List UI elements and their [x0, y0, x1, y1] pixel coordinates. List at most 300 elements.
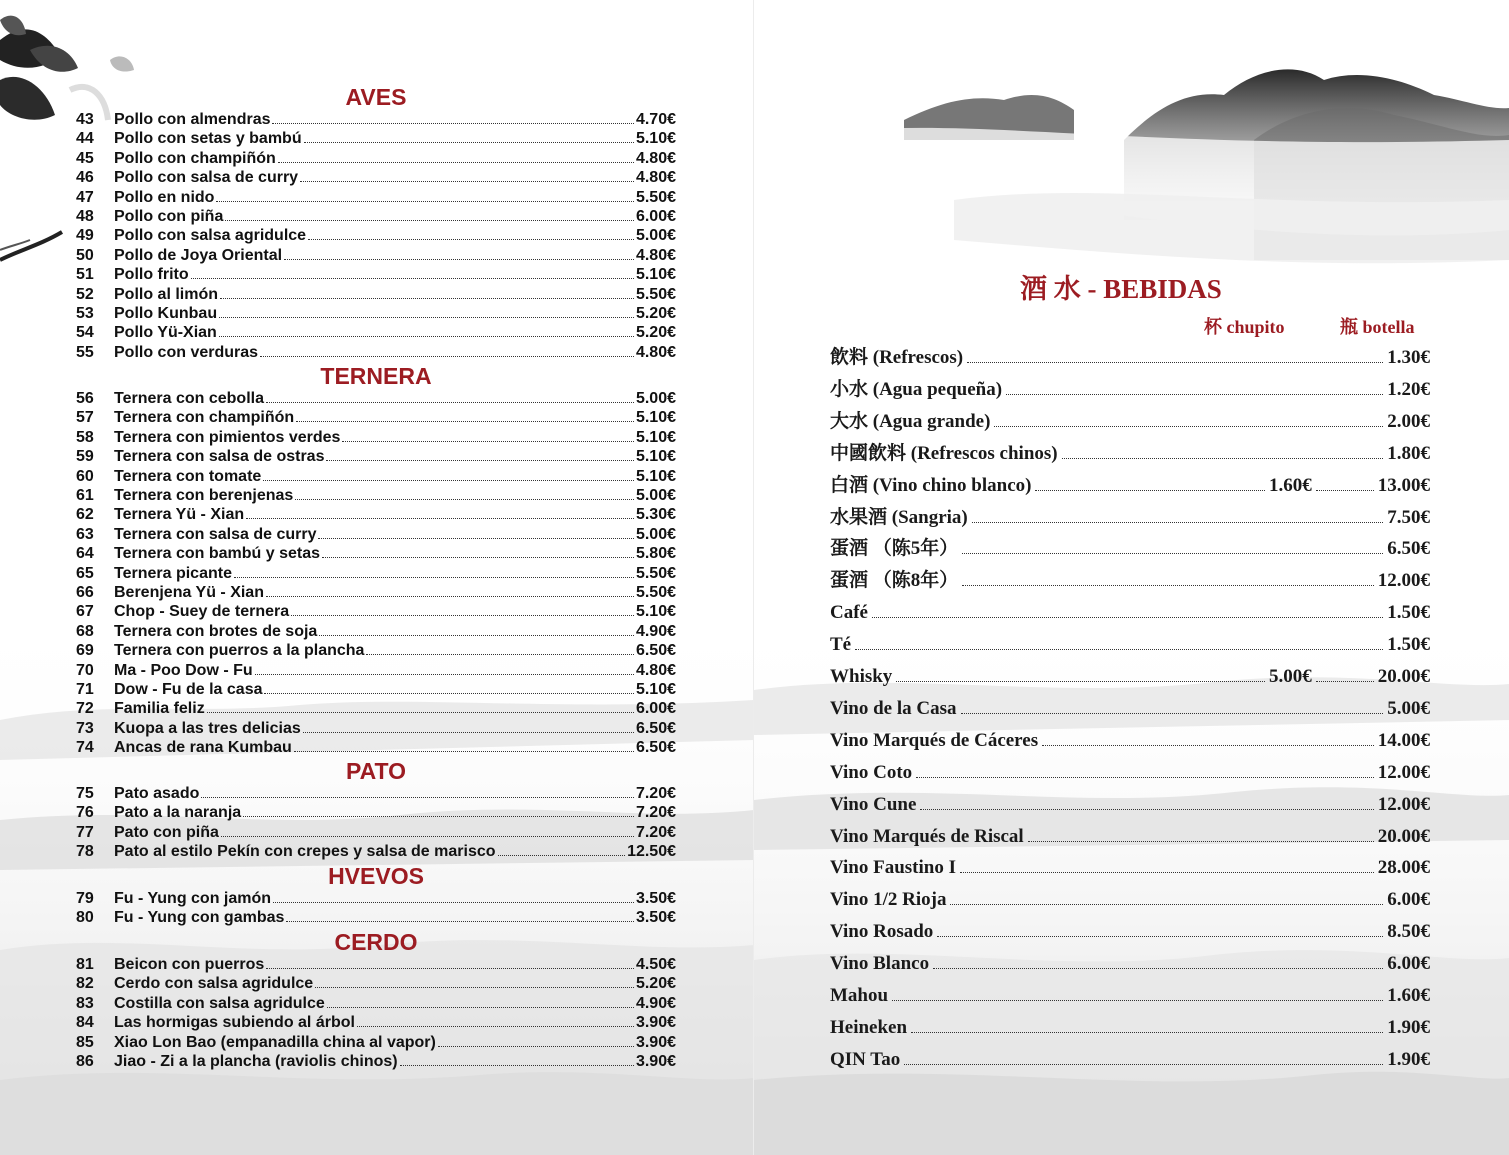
beverage-price: 8.50€	[1387, 921, 1430, 942]
beverage-item	[830, 377, 1430, 403]
menu-item	[76, 505, 676, 524]
beverage-item	[830, 409, 1430, 435]
beverage-price: 1.90€	[1387, 1017, 1430, 1038]
dot-leader	[308, 239, 634, 240]
beverage-name: QIN Tao	[830, 1049, 901, 1070]
item-number: 64	[76, 545, 94, 562]
dot-leader	[1042, 745, 1374, 746]
item-number: 52	[76, 286, 94, 303]
item-name: Pollo con salsa agridulce	[114, 227, 307, 244]
dot-leader	[1035, 490, 1265, 491]
dot-leader	[191, 278, 634, 279]
item-price: 4.80€	[635, 662, 676, 679]
item-number: 49	[76, 227, 94, 244]
item-price: 5.10€	[635, 468, 676, 485]
item-price: 5.00€	[635, 227, 676, 244]
item-name: Pollo con verduras	[114, 344, 259, 361]
beverage-price: 20.00€	[1377, 826, 1430, 847]
dot-leader	[366, 654, 634, 655]
item-price: 5.10€	[635, 429, 676, 446]
item-number: 86	[76, 1053, 94, 1070]
beverage-price: 14.00€	[1377, 730, 1430, 751]
dot-leader	[219, 317, 634, 318]
menu-item	[76, 389, 676, 408]
item-price: 7.20€	[635, 804, 676, 821]
section-title-aves: AVES	[345, 84, 407, 110]
item-number: 77	[76, 824, 94, 841]
dot-leader	[221, 836, 634, 837]
item-name: Pollo al limón	[114, 286, 219, 303]
item-name: Ancas de rana Kumbau	[114, 739, 292, 756]
beverage-item	[830, 632, 1430, 658]
item-number: 62	[76, 506, 94, 523]
menu-item	[76, 129, 676, 148]
menu-item	[76, 803, 676, 822]
item-name: Pato asado	[114, 785, 200, 802]
item-price: 5.10€	[635, 266, 676, 283]
item-name: Las hormigas subiendo al árbol	[114, 1014, 355, 1031]
item-name: Pato al estilo Pekín con crepes y salsa de marisco	[114, 843, 496, 860]
dot-leader	[296, 421, 634, 422]
dot-leader	[933, 968, 1383, 969]
menu-item	[76, 583, 676, 602]
beverage-item	[830, 568, 1430, 594]
item-price: 3.90€	[635, 1053, 676, 1070]
column-header-botella: 瓶 botella	[1340, 317, 1415, 337]
item-number: 57	[76, 409, 94, 426]
menu-item	[76, 246, 676, 265]
item-number: 53	[76, 305, 94, 322]
item-price: 4.90€	[635, 995, 676, 1012]
beverage-price: 5.00€	[1387, 698, 1430, 719]
beverage-name: Vino de la Casa	[830, 698, 957, 719]
item-name: Pollo de Joya Oriental	[114, 247, 283, 264]
dot-leader	[896, 681, 1265, 682]
dot-leader	[263, 480, 634, 481]
item-price: 12.50€	[627, 843, 676, 860]
beverage-name: Mahou	[830, 985, 889, 1006]
item-name: Pato con piña	[114, 824, 219, 841]
beverage-name: Vino Rosado	[830, 921, 934, 942]
item-number: 80	[76, 909, 94, 926]
item-name: Chop - Suey de ternera	[114, 603, 290, 620]
dot-leader	[855, 649, 1383, 650]
item-name: Ternera con brotes de soja	[114, 623, 318, 640]
dot-leader	[1316, 490, 1374, 491]
dot-leader	[284, 259, 634, 260]
item-number: 85	[76, 1034, 94, 1051]
item-number: 54	[76, 324, 94, 341]
beverage-item	[830, 728, 1430, 754]
item-price: 5.50€	[635, 286, 676, 303]
section-title-cerdo: CERDO	[334, 929, 418, 955]
beverage-name: Café	[830, 602, 868, 623]
item-number: 83	[76, 995, 94, 1012]
dot-leader	[318, 538, 633, 539]
dot-leader	[916, 777, 1374, 778]
item-name: Pollo Kunbau	[114, 305, 218, 322]
dot-leader	[962, 585, 1373, 586]
dot-leader	[904, 1064, 1383, 1065]
beverage-price: 1.20€	[1387, 379, 1430, 400]
item-price: 4.80€	[635, 169, 676, 186]
item-number: 51	[76, 266, 94, 283]
item-name: Pollo en nido	[114, 189, 215, 206]
menu-item	[76, 304, 676, 323]
dot-leader	[322, 557, 634, 558]
dot-leader	[266, 596, 634, 597]
dot-leader	[872, 617, 1383, 618]
menu-item	[76, 1052, 676, 1071]
dot-leader	[260, 356, 634, 357]
item-number: 61	[76, 487, 94, 504]
dot-leader	[1062, 458, 1384, 459]
dot-leader	[357, 1026, 634, 1027]
item-name: Jiao - Zi a la plancha (raviolis chinos)	[114, 1053, 398, 1070]
dot-leader	[1316, 681, 1374, 682]
item-price: 5.00€	[635, 487, 676, 504]
menu-item	[76, 544, 676, 563]
beverage-name: 水果酒 (Sangria)	[830, 507, 968, 528]
menu-item	[76, 661, 676, 680]
beverages-title: 酒 水 - BEBIDAS	[1020, 274, 1222, 304]
menu-item	[76, 823, 676, 842]
menu-item	[76, 168, 676, 187]
item-price: 5.00€	[635, 390, 676, 407]
dot-leader	[216, 201, 634, 202]
menu-item	[76, 1013, 676, 1032]
menu-item	[76, 842, 676, 861]
beverage-price: 6.00€	[1387, 889, 1430, 910]
item-number: 56	[76, 390, 94, 407]
item-name: Beicon con puerros	[114, 956, 265, 973]
menu-item	[76, 889, 676, 908]
item-number: 47	[76, 189, 94, 206]
dot-leader	[960, 872, 1374, 873]
beverage-price: 12.00€	[1377, 570, 1430, 591]
item-price: 4.80€	[635, 344, 676, 361]
dot-leader	[219, 336, 634, 337]
menu-item	[76, 680, 676, 699]
beverage-price: 13.00€	[1377, 475, 1430, 496]
beverage-item	[830, 983, 1430, 1009]
item-number: 66	[76, 584, 94, 601]
item-number: 78	[76, 843, 94, 860]
menu-item	[76, 486, 676, 505]
beverage-price: 28.00€	[1377, 857, 1430, 878]
menu-item	[76, 719, 676, 738]
menu-item	[76, 784, 676, 803]
dot-leader	[266, 968, 634, 969]
menu-item	[76, 738, 676, 757]
beverage-item	[830, 951, 1430, 977]
dot-leader	[278, 162, 634, 163]
menu-item	[76, 447, 676, 466]
menu-item	[76, 955, 676, 974]
dot-leader	[220, 298, 634, 299]
dot-leader	[400, 1065, 634, 1066]
item-name: Dow - Fu de la casa	[114, 681, 263, 698]
beverage-name: Vino Coto	[830, 762, 913, 783]
dot-leader	[911, 1032, 1383, 1033]
column-header-chupito: 杯 chupito	[1204, 317, 1285, 337]
beverage-price: 20.00€	[1377, 666, 1430, 687]
dot-leader	[243, 816, 634, 817]
item-number: 72	[76, 700, 94, 717]
beverage-price: 1.90€	[1387, 1049, 1430, 1070]
item-number: 67	[76, 603, 94, 620]
beverage-price: 1.60€	[1387, 985, 1430, 1006]
item-name: Ternera con puerros a la plancha	[114, 642, 365, 659]
beverage-item	[830, 1015, 1430, 1041]
item-name: Kuopa a las tres delicias	[114, 720, 301, 737]
beverage-name: 大水 (Agua grande)	[830, 411, 991, 432]
dot-leader	[920, 809, 1373, 810]
dot-leader	[201, 797, 634, 798]
beverage-name: Vino Blanco	[830, 953, 930, 974]
beverage-item	[830, 441, 1430, 467]
dot-leader	[207, 712, 634, 713]
dot-leader	[304, 142, 634, 143]
item-name: Cerdo con salsa agridulce	[114, 975, 314, 992]
item-price: 6.50€	[635, 642, 676, 659]
item-number: 74	[76, 739, 94, 756]
menu-item	[76, 602, 676, 621]
dot-leader	[342, 441, 634, 442]
beverage-name: Vino Faustino I	[830, 857, 956, 878]
dot-leader	[1028, 841, 1374, 842]
item-price: 3.90€	[635, 1014, 676, 1031]
item-number: 48	[76, 208, 94, 225]
item-name: Pollo con piña	[114, 208, 224, 225]
item-name: Familia feliz	[114, 700, 205, 717]
beverage-name: Heineken	[830, 1017, 908, 1038]
dot-leader	[303, 732, 634, 733]
menu-item	[76, 908, 676, 927]
item-number: 73	[76, 720, 94, 737]
item-price: 5.50€	[635, 584, 676, 601]
dot-leader	[1006, 394, 1383, 395]
item-number: 79	[76, 890, 94, 907]
menu-item	[76, 467, 676, 486]
item-name: Ternera con salsa de ostras	[114, 448, 325, 465]
item-name: Pollo con salsa de curry	[114, 169, 299, 186]
beverage-item	[830, 919, 1430, 945]
beverage-item	[830, 664, 1430, 690]
item-number: 50	[76, 247, 94, 264]
menu-item	[76, 207, 676, 226]
item-price: 4.50€	[635, 956, 676, 973]
beverage-item	[830, 792, 1430, 818]
item-name: Fu - Yung con jamón	[114, 890, 272, 907]
dot-leader	[319, 635, 634, 636]
beverage-price: 1.50€	[1387, 634, 1430, 655]
item-price: 6.50€	[635, 720, 676, 737]
item-name: Ternera con champiñón	[114, 409, 295, 426]
beverage-item	[830, 855, 1430, 881]
item-name: Pollo con setas y bambú	[114, 130, 302, 147]
item-name: Ternera Yü - Xian	[114, 506, 245, 523]
item-number: 43	[76, 111, 94, 128]
menu-item	[76, 699, 676, 718]
menu-item	[76, 265, 676, 284]
dot-leader	[294, 751, 634, 752]
dot-leader	[892, 1000, 1383, 1001]
item-price: 4.90€	[635, 623, 676, 640]
menu-item	[76, 408, 676, 427]
beverage-price: 6.50€	[1387, 538, 1430, 559]
item-name: Ternera con tomate	[114, 468, 262, 485]
item-price: 5.20€	[635, 324, 676, 341]
item-price: 5.80€	[635, 545, 676, 562]
item-name: Fu - Yung con gambas	[114, 909, 285, 926]
item-number: 59	[76, 448, 94, 465]
menu-item	[76, 343, 676, 362]
dot-leader	[326, 460, 633, 461]
beverage-name: 中國飲料 (Refrescos chinos)	[830, 443, 1058, 464]
item-number: 68	[76, 623, 94, 640]
item-number: 81	[76, 956, 94, 973]
dot-leader	[295, 499, 634, 500]
beverage-price: 6.00€	[1387, 953, 1430, 974]
beverage-name: Vino Marqués de Riscal	[830, 826, 1024, 847]
beverage-price: 12.00€	[1377, 794, 1430, 815]
beverage-price: 7.50€	[1387, 507, 1430, 528]
beverage-name: 白酒 (Vino chino blanco)	[830, 475, 1032, 496]
menu-item	[76, 188, 676, 207]
item-number: 69	[76, 642, 94, 659]
dot-leader	[950, 904, 1383, 905]
beverage-item	[830, 824, 1430, 850]
dot-leader	[967, 362, 1383, 363]
menu-item	[76, 525, 676, 544]
beverage-item	[830, 887, 1430, 913]
beverage-name: 小水 (Agua pequeña)	[830, 379, 1003, 400]
beverage-name: Vino Cune	[830, 794, 917, 815]
item-price: 5.10€	[635, 409, 676, 426]
dot-leader	[937, 936, 1383, 937]
beverage-item	[830, 760, 1430, 786]
item-price: 5.30€	[635, 506, 676, 523]
dot-leader	[300, 181, 634, 182]
item-name: Pollo con champiñón	[114, 150, 276, 167]
menu-item	[76, 564, 676, 583]
dot-leader	[291, 615, 634, 616]
dot-leader	[272, 123, 633, 124]
dot-leader	[327, 1007, 634, 1008]
item-price: 5.10€	[635, 130, 676, 147]
dot-leader	[438, 1046, 634, 1047]
item-price: 7.20€	[635, 824, 676, 841]
beverage-name: 蛋酒 （陈5年）	[830, 538, 959, 559]
item-number: 44	[76, 130, 94, 147]
dot-leader	[962, 553, 1383, 554]
item-name: Ternera con berenjenas	[114, 487, 294, 504]
item-number: 82	[76, 975, 94, 992]
beverage-item	[830, 345, 1430, 371]
beverage-item	[830, 1047, 1430, 1073]
menu-item	[76, 994, 676, 1013]
section-title-ternera: TERNERA	[320, 363, 432, 389]
beverage-item	[830, 696, 1430, 722]
menu-item	[76, 285, 676, 304]
dot-leader	[286, 921, 634, 922]
item-number: 63	[76, 526, 94, 543]
item-price: 4.70€	[635, 111, 676, 128]
item-name: Xiao Lon Bao (empanadilla china al vapor)	[114, 1034, 436, 1051]
dot-leader	[273, 902, 634, 903]
item-price: 3.50€	[635, 909, 676, 926]
item-name: Costilla con salsa agridulce	[114, 995, 325, 1012]
item-price: 6.50€	[635, 739, 676, 756]
item-price: 5.10€	[635, 603, 676, 620]
beverage-name: Vino Marqués de Cáceres	[830, 730, 1039, 751]
menu-item	[76, 622, 676, 641]
item-number: 75	[76, 785, 94, 802]
dot-leader	[315, 987, 634, 988]
beverage-name: Té	[830, 634, 852, 655]
item-name: Ternera con cebolla	[114, 390, 264, 407]
beverage-item	[830, 600, 1430, 626]
beverage-price: 2.00€	[1387, 411, 1430, 432]
beverage-name: Vino 1/2 Rioja	[830, 889, 947, 910]
item-name: Ternera con salsa de curry	[114, 526, 317, 543]
item-price: 6.00€	[635, 208, 676, 225]
beverage-name: 蛋酒 （陈8年）	[830, 570, 959, 591]
beverage-price: 1.80€	[1387, 443, 1430, 464]
dot-leader	[225, 220, 634, 221]
item-price: 3.50€	[635, 890, 676, 907]
item-price: 5.20€	[635, 975, 676, 992]
item-price: 6.00€	[635, 700, 676, 717]
menu-item	[76, 641, 676, 660]
item-name: Ma - Poo Dow - Fu	[114, 662, 253, 679]
item-price: 5.50€	[635, 189, 676, 206]
dot-leader	[994, 426, 1383, 427]
item-name: Pollo frito	[114, 266, 189, 283]
dot-leader	[264, 693, 633, 694]
dot-leader	[255, 674, 634, 675]
dot-leader	[266, 402, 634, 403]
item-number: 76	[76, 804, 94, 821]
item-name: Pato a la naranja	[114, 804, 242, 821]
menu-item	[76, 428, 676, 447]
item-number: 58	[76, 429, 94, 446]
item-price: 5.20€	[635, 305, 676, 322]
dot-leader	[972, 522, 1383, 523]
dot-leader	[961, 713, 1384, 714]
beverage-item	[830, 536, 1430, 562]
item-number: 46	[76, 169, 94, 186]
item-price: 4.80€	[635, 150, 676, 167]
beverage-item	[830, 505, 1430, 531]
beverage-item	[830, 473, 1430, 499]
beverage-name: Whisky	[830, 666, 893, 687]
item-number: 45	[76, 150, 94, 167]
item-price: 5.00€	[635, 526, 676, 543]
item-price: 5.10€	[635, 448, 676, 465]
section-title-hvevos: HVEVOS	[328, 863, 424, 889]
item-name: Ternera con bambú y setas	[114, 545, 320, 562]
menu-item	[76, 149, 676, 168]
section-title-pato: PATO	[345, 758, 407, 784]
item-number: 84	[76, 1014, 94, 1031]
menu-item	[76, 323, 676, 342]
dot-leader	[246, 518, 634, 519]
beverage-price: 1.30€	[1387, 347, 1430, 368]
menu-item	[76, 110, 676, 129]
item-name: Pollo con almendras	[114, 111, 271, 128]
